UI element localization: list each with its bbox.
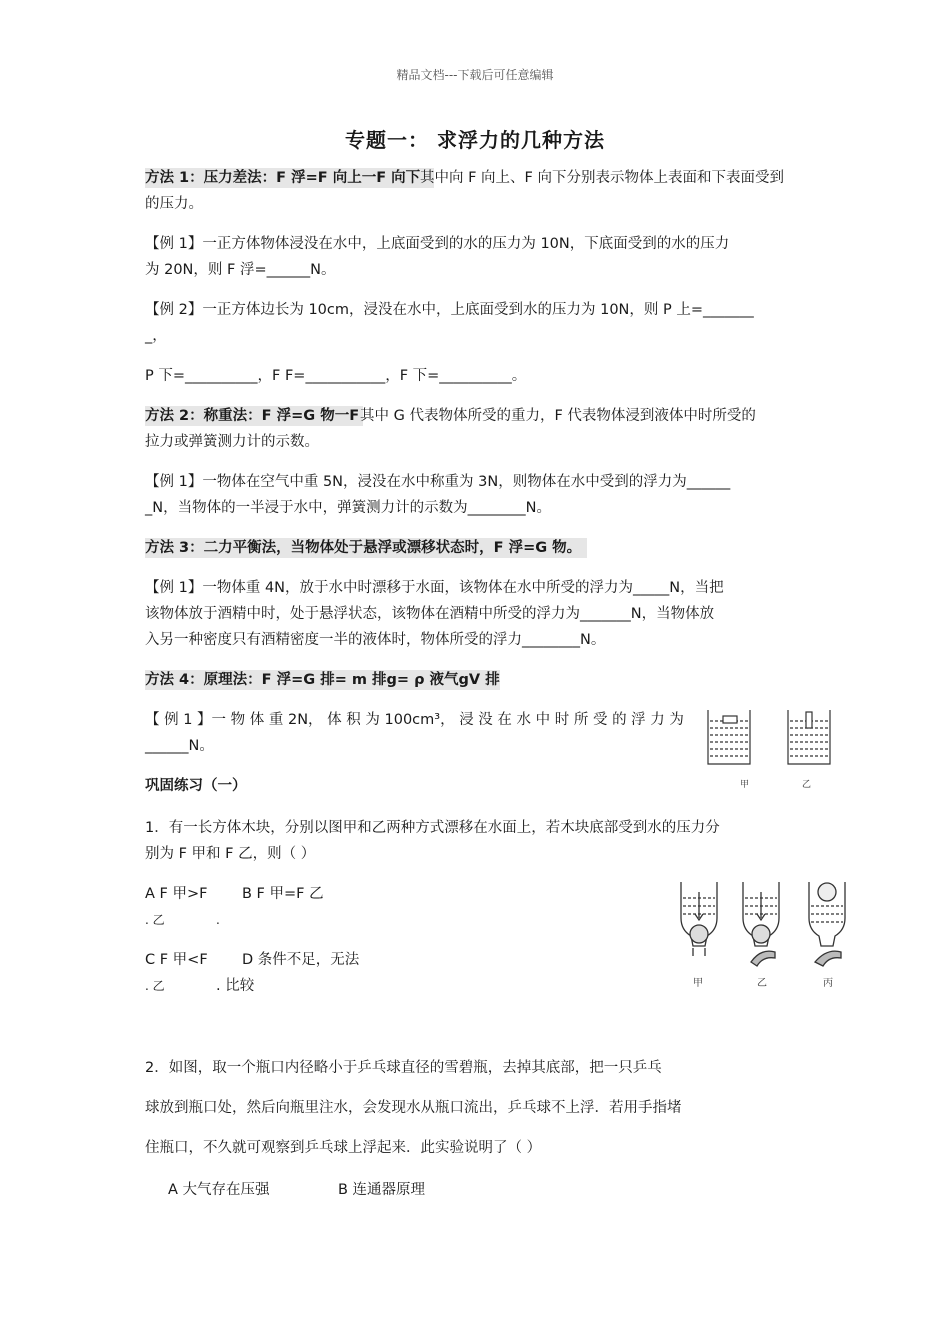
method1-text: 其中向 F 向上、F 向下分别表示物体上表面和下表面受到 [420, 170, 785, 186]
method3-label: 方法 3：二力平衡法，当物体处于悬浮或漂移状态时，F 浮=G 物。 [145, 538, 587, 558]
q2-option-b: B 连通器原理 [338, 1182, 426, 1198]
q1-option-c-cont: . 乙 [145, 979, 165, 993]
q1-line1: 1．有一长方体木块，分别以图甲和乙两种方式漂移在水面上，若木块底部受到水的压力分 [145, 820, 720, 836]
m3-example1-line2: 该物体放于酒精中时，处于悬浮状态，该物体在酒精中所受的浮力为_______N，当物体放 [145, 606, 715, 622]
q1-option-d-cont: . 比较 [216, 978, 255, 994]
bottle-jia [681, 882, 717, 956]
bottle-figure [675, 878, 855, 996]
method2-label: 方法 2：称重法：F 浮=G 物一F [145, 406, 363, 426]
q1-option-c: C F 甲<F [145, 952, 208, 968]
fig1-label-yi: 乙 [802, 780, 812, 790]
m1-example2-line2: _， [145, 328, 167, 344]
q1-option-a: A F 甲>F [145, 886, 208, 902]
beaker-yi [788, 710, 830, 764]
method2-text: 其中 G 代表物体所受的重力，F 代表物体浸到液体中时所受的 [360, 408, 756, 424]
beaker-jia [708, 710, 750, 764]
method2-text-cont: 拉力或弹簧测力计的示数。 [145, 434, 319, 450]
q2-line2: 球放到瓶口处，然后向瓶里注水，会发现水从瓶口流出，乒乓球不上浮．若用手指堵 [145, 1100, 682, 1116]
method1-label: 方法 1：压力差法：F 浮=F 向上一F 向下 [145, 168, 434, 188]
m3-example1-line1: 【例 1】一物体重 4N，放于水中时漂移于水面，该物体在水中所受的浮力为_____N，当把 [145, 580, 724, 596]
m2-example1-line2: _N，当物体的一半浸于水中，弹簧测力计的示数为________N。 [145, 500, 551, 516]
fig2-label-bing: 丙 [823, 978, 833, 989]
q1-option-d: D 条件不足，无法 [242, 952, 360, 968]
fig1-label-jia: 甲 [740, 780, 750, 790]
m2-example1-line1: 【例 1】一物体在空气中重 5N，浸没在水中称重为 3N，则物体在水中受到的浮力为______ [145, 474, 731, 490]
q1-option-a-cont: . 乙 [145, 913, 165, 927]
header-note: 精品文档---下载后可任意编辑 [396, 68, 554, 82]
q1-option-b: B F 甲=F 乙 [242, 886, 324, 902]
fig2-label-jia: 甲 [693, 978, 703, 989]
practice-title: 巩固练习（一） [145, 778, 247, 794]
method4-label: 方法 4：原理法：F 浮=G 排= m 排g= ρ 液气gV 排 [145, 672, 500, 688]
q2-line1: 2．如图，取一个瓶口内径略小于乒乓球直径的雪碧瓶，去掉其底部，把一只乒乓 [145, 1060, 662, 1076]
m1-example1-line1: 【例 1】一正方体物体浸没在水中，上底面受到的水的压力为 10N，下底面受到的水的压力 [145, 236, 730, 252]
bottle-yi [743, 882, 779, 966]
m1-example2-line3: P 下=__________，F F=___________，F 下=__________。 [145, 368, 527, 384]
q2-line3: 住瓶口，不久就可观察到乒乓球上浮起来．此实验说明了（ ） [145, 1140, 542, 1156]
m4-example1-line2: ______N。 [145, 738, 214, 754]
page-title: 专题一： 求浮力的几种方法 [345, 128, 605, 152]
fig2-label-yi: 乙 [757, 978, 767, 989]
m4-example1-line1: 【 例 1 】一 物 体 重 2N， 体 积 为 100cm³， 浸 没 在 水 中 时 所 受 的 浮 力 为 [145, 712, 684, 728]
q1-line2: 别为 F 甲和 F 乙，则（ ） [145, 846, 316, 862]
q2-option-a: A 大气存在压强 [168, 1182, 270, 1198]
m3-example1-line3: 入另一种密度只有酒精密度一半的液体时，物体所受的浮力________N。 [145, 632, 606, 648]
m1-example2-line1: 【例 2】一正方体边长为 10cm，浸没在水中，上底面受到水的压力为 10N，则 P 上=_______ [145, 302, 754, 318]
beaker-figure [704, 706, 834, 792]
m1-example1-line2: 为 20N，则 F 浮=______N。 [145, 262, 336, 278]
method1-text-cont: 的压力。 [145, 196, 203, 212]
q1-option-b-cont: . [216, 913, 220, 927]
bottle-bing [809, 882, 845, 966]
